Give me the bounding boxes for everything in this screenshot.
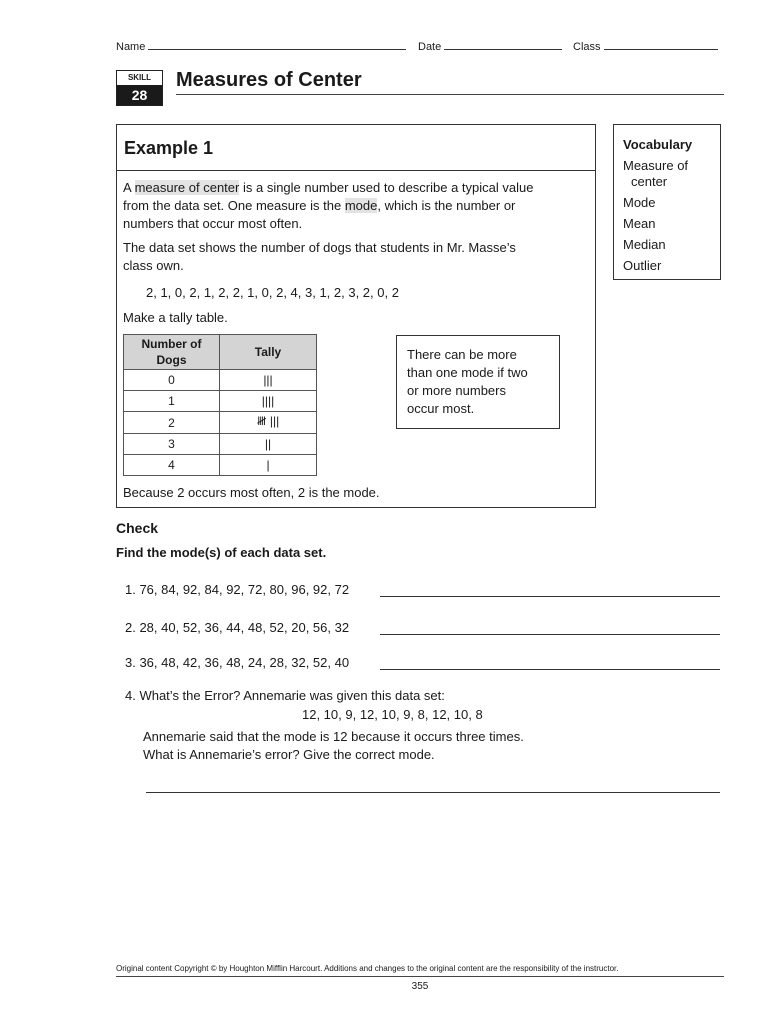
table-row	[124, 455, 317, 476]
tally-cell: 𝍸 |||	[220, 412, 317, 434]
vocabulary-box	[613, 124, 721, 280]
question-4: 4. What’s the Error? Annemarie was given this data set:	[125, 688, 445, 703]
skill-number: 28	[117, 85, 162, 105]
dataset-intro-line: The data set shows the number of dogs that students in Mr. Masse’s	[123, 240, 516, 255]
table-row	[124, 370, 317, 391]
tally-cell: |||	[220, 370, 317, 391]
header-tally: Tally	[220, 335, 317, 370]
footer-rule	[116, 976, 724, 977]
vocab-term: Median	[623, 237, 666, 252]
example-conclusion: Because 2 occurs most often, 2 is the mode.	[123, 485, 380, 500]
dogs-cell: 2	[124, 412, 220, 434]
class-label: Class	[573, 41, 601, 53]
answer-line-4[interactable]	[146, 792, 720, 793]
check-instruction: Find the mode(s) of each data set.	[116, 545, 327, 560]
table-row	[124, 391, 317, 412]
tally-instruction: Make a tally table.	[123, 310, 228, 325]
check-heading: Check	[116, 520, 159, 536]
class-field[interactable]	[573, 38, 718, 53]
intro-text: from the data set. One measure is the	[123, 198, 345, 213]
tally-cell: ||	[220, 434, 317, 455]
vocabulary-heading: Vocabulary	[623, 137, 693, 152]
mode-note-box	[396, 335, 560, 429]
vocab-term: center	[631, 174, 668, 189]
header-text: Number of	[141, 337, 202, 351]
term-measure-of-center: measure of center	[134, 180, 240, 195]
example-header-divider	[117, 170, 595, 171]
example-title: Example 1	[124, 138, 214, 158]
term-mode: mode	[344, 198, 378, 213]
tally-cell: ||||	[220, 391, 317, 412]
dataset-intro-line: class own.	[123, 258, 184, 273]
dogs-cell: 4	[124, 455, 220, 476]
tally-cell: |	[220, 455, 317, 476]
name-label: Name	[116, 41, 146, 53]
copyright-notice: Original content Copyright © by Houghton Mifflin Harcourt. Additions and changes to the original content are the responsibility of the instructor.	[116, 964, 619, 973]
intro-text: numbers that occur most often.	[123, 216, 303, 231]
intro-text: A	[123, 180, 135, 195]
header-text: Dogs	[156, 353, 187, 367]
vocab-term: Measure of	[623, 158, 689, 173]
note-line: than one mode if two	[407, 365, 528, 380]
vocab-term: Mean	[623, 216, 656, 231]
note-line: There can be more	[407, 347, 517, 362]
class-line[interactable]	[604, 38, 718, 50]
table-row	[124, 412, 317, 434]
date-label: Date	[418, 41, 442, 53]
date-field[interactable]	[418, 38, 562, 53]
dogs-cell: 1	[124, 391, 220, 412]
dataset-intro	[123, 239, 516, 275]
answer-line-1[interactable]	[380, 596, 720, 597]
answer-line-2[interactable]	[380, 634, 720, 635]
name-line[interactable]	[148, 38, 406, 50]
title-rule	[176, 94, 724, 95]
question-4-line-3: What is Annemarie’s error? Give the correct mode.	[143, 747, 435, 762]
question-4-dataset: 12, 10, 9, 12, 10, 9, 8, 12, 10, 8	[302, 707, 483, 722]
intro-text: , which is the number or	[377, 198, 516, 213]
tally-header-row	[124, 335, 317, 370]
table-row	[124, 434, 317, 455]
vocab-term: Outlier	[623, 258, 662, 273]
example-intro	[123, 179, 533, 233]
skill-badge	[116, 70, 163, 106]
note-line: occur most.	[407, 401, 475, 416]
date-line[interactable]	[444, 38, 562, 50]
answer-line-3[interactable]	[380, 669, 720, 670]
intro-text: is a single number used to describe a typical value	[239, 180, 534, 195]
page-number: 355	[411, 981, 429, 992]
name-field[interactable]	[116, 38, 406, 53]
question-4-line-2: Annemarie said that the mode is 12 because it occurs three times.	[143, 729, 524, 744]
dogs-cell: 0	[124, 370, 220, 391]
question-2: 2. 28, 40, 52, 36, 44, 48, 52, 20, 56, 32	[125, 620, 350, 635]
page-title: Measures of Center	[176, 69, 362, 91]
header-number-of-dogs	[124, 335, 220, 370]
note-line: or more numbers	[407, 383, 506, 398]
dataset-values: 2, 1, 0, 2, 1, 2, 2, 1, 0, 2, 4, 3, 1, 2, 3, 2, 0, 2	[146, 285, 399, 300]
question-1: 1. 76, 84, 92, 84, 92, 72, 80, 96, 92, 72	[125, 582, 350, 597]
vocab-term: Mode	[623, 195, 656, 210]
tally-table	[123, 334, 317, 476]
dogs-cell: 3	[124, 434, 220, 455]
skill-word: SKILL	[117, 71, 162, 85]
question-3: 3. 36, 48, 42, 36, 48, 24, 28, 32, 52, 40	[125, 655, 350, 670]
